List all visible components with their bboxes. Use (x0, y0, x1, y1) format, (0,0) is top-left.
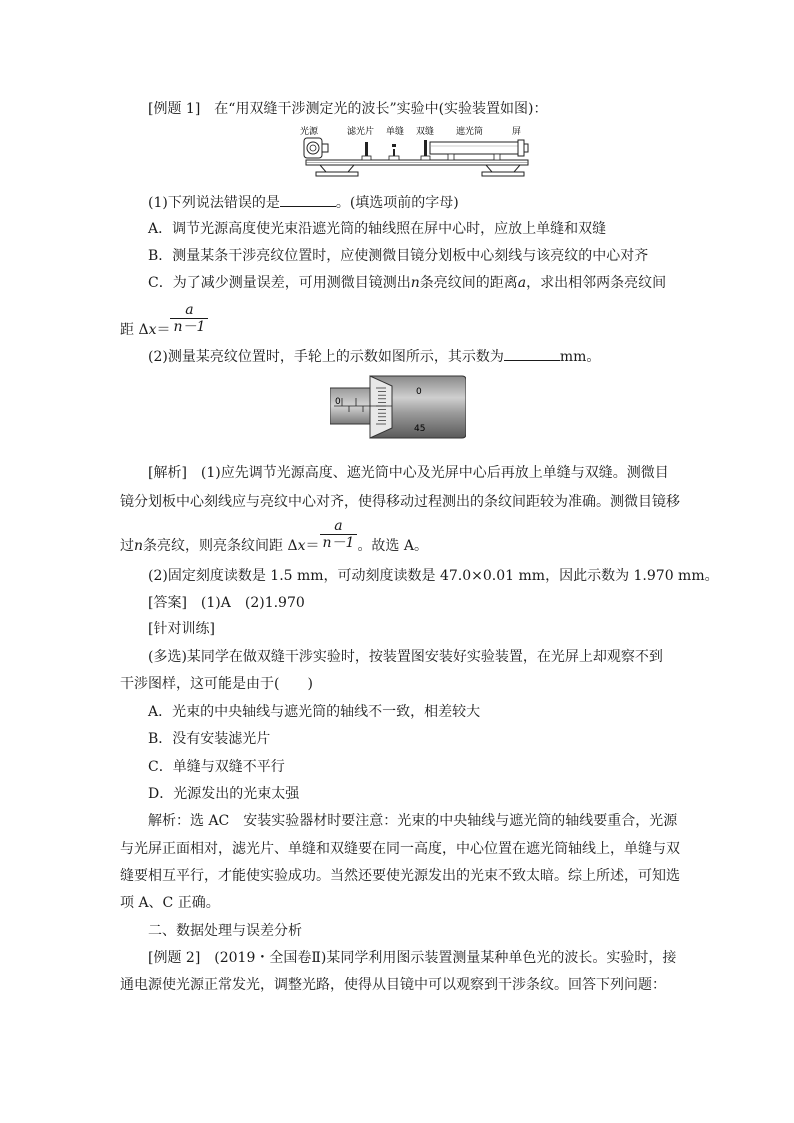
label-light-tube: 遮光筒 (456, 127, 484, 137)
answer-line: [答案] (1)A (2)1.970 (148, 595, 305, 611)
analysis3-text-a: 过 (120, 537, 134, 554)
option-b: B．测量某条干涉亮纹位置时，应使测微目镜分划板中心刻线与该亮纹的中心对齐 (148, 248, 649, 264)
training-solution-line3: 缝要相互平行，才能使实验成功。当然还要使光源发出的光束不致太暗。综上所述，可知选 (120, 868, 680, 884)
label-filter: 滤光片 (347, 127, 375, 137)
label-light-source: 光源 (300, 127, 319, 137)
training-question-line2: 干涉图样，这可能是由于( ) (120, 676, 313, 692)
option-c-text-c: ，求出相邻两条亮纹间 (526, 275, 667, 291)
micrometer-figure (330, 374, 466, 440)
example1-title: [例题 1] 在“用双缝干涉测定光的波长”实验中(实验装置如图)： (148, 101, 548, 117)
q2-answer-blank (504, 346, 560, 361)
training-option-a: A．光束的中央轴线与遮光筒的轴线不一致，相差较大 (148, 704, 481, 720)
q2-text-b: mm。 (559, 349, 601, 365)
thimble-label-45: 45 (414, 424, 426, 434)
example2-line2: 通电源使光源正常发光，调整光路，使得从目镜中可以观察到干涉条纹。回答下列问题： (120, 977, 666, 993)
analysis3-text-c: 。故选 A。 (357, 537, 428, 554)
main-scale-zero: 0 (335, 397, 341, 407)
analysis-line3-text (120, 538, 320, 554)
q1-answer-blank (280, 192, 336, 207)
q1-text-b: 。(填选项前的字母) (335, 195, 459, 211)
var-n: n (410, 275, 420, 291)
var-n-2: n (134, 537, 144, 554)
question-1 (148, 192, 459, 212)
var-x-2: x (297, 537, 306, 554)
training-option-b: B．没有安装滤光片 (148, 731, 271, 747)
thimble-label-0: 0 (416, 387, 422, 397)
var-a: a (517, 275, 527, 291)
analysis-line4: (2)固定刻度读数是 1.5 mm，可动刻度读数是 47.0×0.01 mm，因此示数为 1.970 mm。 (148, 568, 719, 584)
label-screen: 屏 (512, 127, 522, 137)
option-c-line2 (120, 304, 208, 340)
option-c-line2-text (120, 322, 170, 338)
var-x: x (148, 321, 157, 338)
fraction-denominator-2: n－1 (322, 535, 355, 551)
fraction-numerator-2: a (320, 518, 358, 535)
equals-sign: ＝ (156, 321, 171, 338)
example2-line1: [例题 2] (2019・全国卷Ⅱ)某同学利用图示装置测量某种单色光的波长。实验时，接 (148, 950, 677, 966)
analysis3-text-b: 条亮纹，则亮条纹间距 Δ (143, 537, 298, 554)
fraction-numerator: a (170, 302, 208, 319)
delta-symbol: 距 Δ (120, 321, 149, 338)
training-option-c: C．单缝与双缝不平行 (148, 759, 285, 775)
double-slit-apparatus-figure (298, 122, 534, 182)
option-a: A．调节光源高度使光束沿遮光筒的轴线照在屏中心时，应放上单缝和双缝 (148, 221, 607, 237)
q2-text-a: (2)测量某亮纹位置时，手轮上的示数如图所示，其示数为 (148, 349, 504, 365)
equals-sign-2: ＝ (305, 537, 320, 554)
analysis-line3 (120, 520, 428, 556)
training-question-line1: (多选)某同学在做双缝干涉实验时，按装置图安装好实验装置，在光屏上却观察不到 (148, 649, 663, 665)
training-solution-line1: 解析：选 AC 安装实验器材时要注意：光束的中央轴线与遮光筒的轴线要重合，光源 (148, 813, 678, 829)
training-solution-line2: 与光屏正面相对，滤光片、单缝和双缝要在同一高度，中心位置在遮光筒轴线上，单缝与双 (120, 841, 680, 857)
analysis-line2: 镜分划板中心刻线应与亮纹中心对齐，使得移动过程测出的条纹间距较为准确。测微目镜移 (120, 494, 680, 510)
q1-text-a: (1)下列说法错误的是 (148, 195, 280, 211)
option-c-text-a: C．为了减少测量误差，可用测微目镜测出 (148, 275, 411, 291)
label-single-slit: 单缝 (386, 127, 405, 137)
training-option-d: D．光源发出的光束太强 (148, 786, 300, 802)
question-2 (148, 346, 600, 366)
option-c-text-b: 条亮纹间的距离 (419, 275, 518, 291)
training-title: [针对训练] (148, 621, 215, 637)
label-double-slit: 双缝 (416, 127, 435, 137)
section2-heading: 二、数据处理与误差分析 (148, 923, 302, 939)
training-solution-line4: 项 A、C 正确。 (120, 895, 220, 911)
fraction-a-over-n-minus-1-2 (320, 518, 358, 551)
analysis-line1: [解析] (1)应先调节光源高度、遮光筒中心及光屏中心后再放上单缝与双缝。测微目 (148, 465, 669, 481)
fraction-a-over-n-minus-1 (170, 302, 208, 335)
fraction-denominator: n－1 (173, 319, 206, 335)
option-c-line1 (148, 274, 666, 292)
